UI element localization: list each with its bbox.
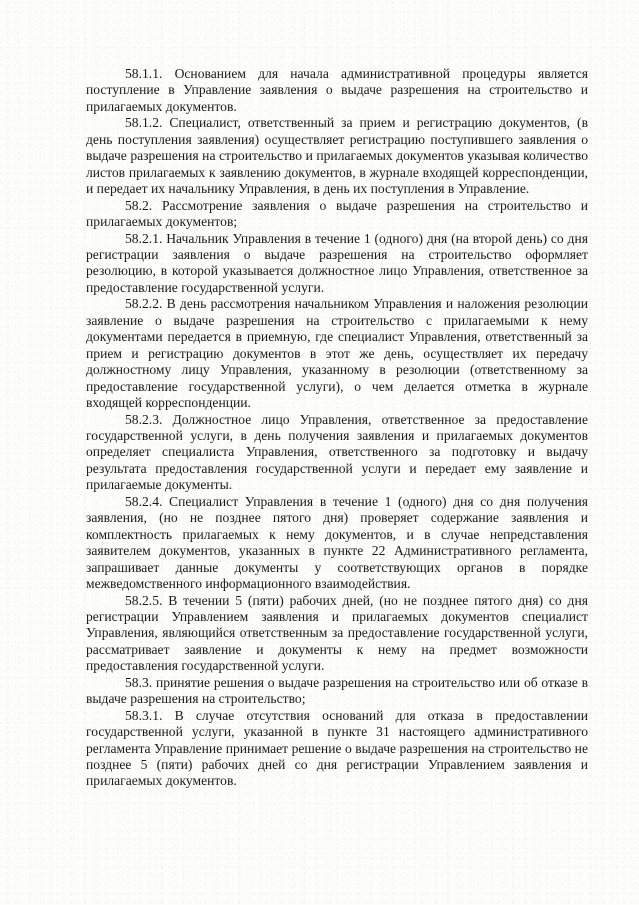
paragraph-58-2-2: 58.2.2. В день рассмотрения начальником Управления и наложения резолюции заявление о выдаче разрешения на строительство с прилагаемыми к нему документами передается в приемную, где специалист Управления, ответственный за прием и регистрацию документов в этот же день, осуществляет их передачу должностному лицу Управления, указанному в резолюции (ответственному за предоставление государственной услуги), о чем делается отметка в журнале входящей корреспонденции. xyxy=(86,296,588,411)
paragraph-58-2: 58.2. Рассмотрение заявления о выдаче разрешения на строительство и прилагаемых документов; xyxy=(86,197,588,230)
paragraph-58-2-1: 58.2.1. Начальник Управления в течение 1 (одного) дня (на второй день) со дня регистрации заявления о выдаче разрешения на строительство оформляет резолюцию, в которой указывается должностное лицо Управления, ответственное за предоставление государственной услуги. xyxy=(86,230,588,295)
paragraph-58-3: 58.3. принятие решения о выдаче разрешения на строительство или об отказе в выдаче разрешения на строительство; xyxy=(86,674,588,707)
document-page xyxy=(86,66,588,790)
paragraph-58-2-3: 58.2.3. Должностное лицо Управления, ответственное за предоставление государственной услуги, в день получения заявления и прилагаемых документов определяет специалиста Управления, ответственного за подготовку и выдачу результата предоставления государственной услуги и передает ему заявление и прилагаемые документы. xyxy=(86,411,588,493)
paragraph-58-2-5: 58.2.5. В течении 5 (пяти) рабочих дней, (но не позднее пятого дня) со дня регистрации Управлением заявления и прилагаемых документов специалист Управления, являющийся ответственным за предоставление государственной услуги, рассматривает заявление и документы к нему на предмет возможности предоставления государственной услуги. xyxy=(86,592,588,674)
paragraph-58-1-2: 58.1.2. Специалист, ответственный за прием и регистрацию документов, (в день поступления заявления) осуществляет регистрацию поступившего заявления о выдаче разрешения на строительство и прилагаемых документов указывая количество листов прилагаемых к заявлению документов, в журнале входящей корреспонденции, и передает их начальнику Управления, в день их поступления в Управление. xyxy=(86,115,588,197)
paragraph-58-1-1: 58.1.1. Основанием для начала административной процедуры является поступление в Управление заявления о выдаче разрешения на строительство и прилагаемых документов. xyxy=(86,66,588,114)
paragraph-58-2-4: 58.2.4. Специалист Управления в течение 1 (одного) дня со дня получения заявления, (но не позднее пятого дня) проверяет содержание заявления и комплектность прилагаемых к нему документов, и в случае непредставления заявителем документов, указанных в пункте 22 Административного регламента, запрашивает данные документы у соответствующих органов в порядке межведомственного информационного взаимодействия. xyxy=(86,493,588,592)
paragraph-58-3-1: 58.3.1. В случае отсутствия оснований для отказа в предоставлении государственной услуги, указанной в пункте 31 настоящего административного регламента Управление принимает решение о выдаче разрешения на строительство не позднее 5 (пяти) рабочих дней со дня регистрации Управлением заявления и прилагаемых документов. xyxy=(86,707,588,789)
